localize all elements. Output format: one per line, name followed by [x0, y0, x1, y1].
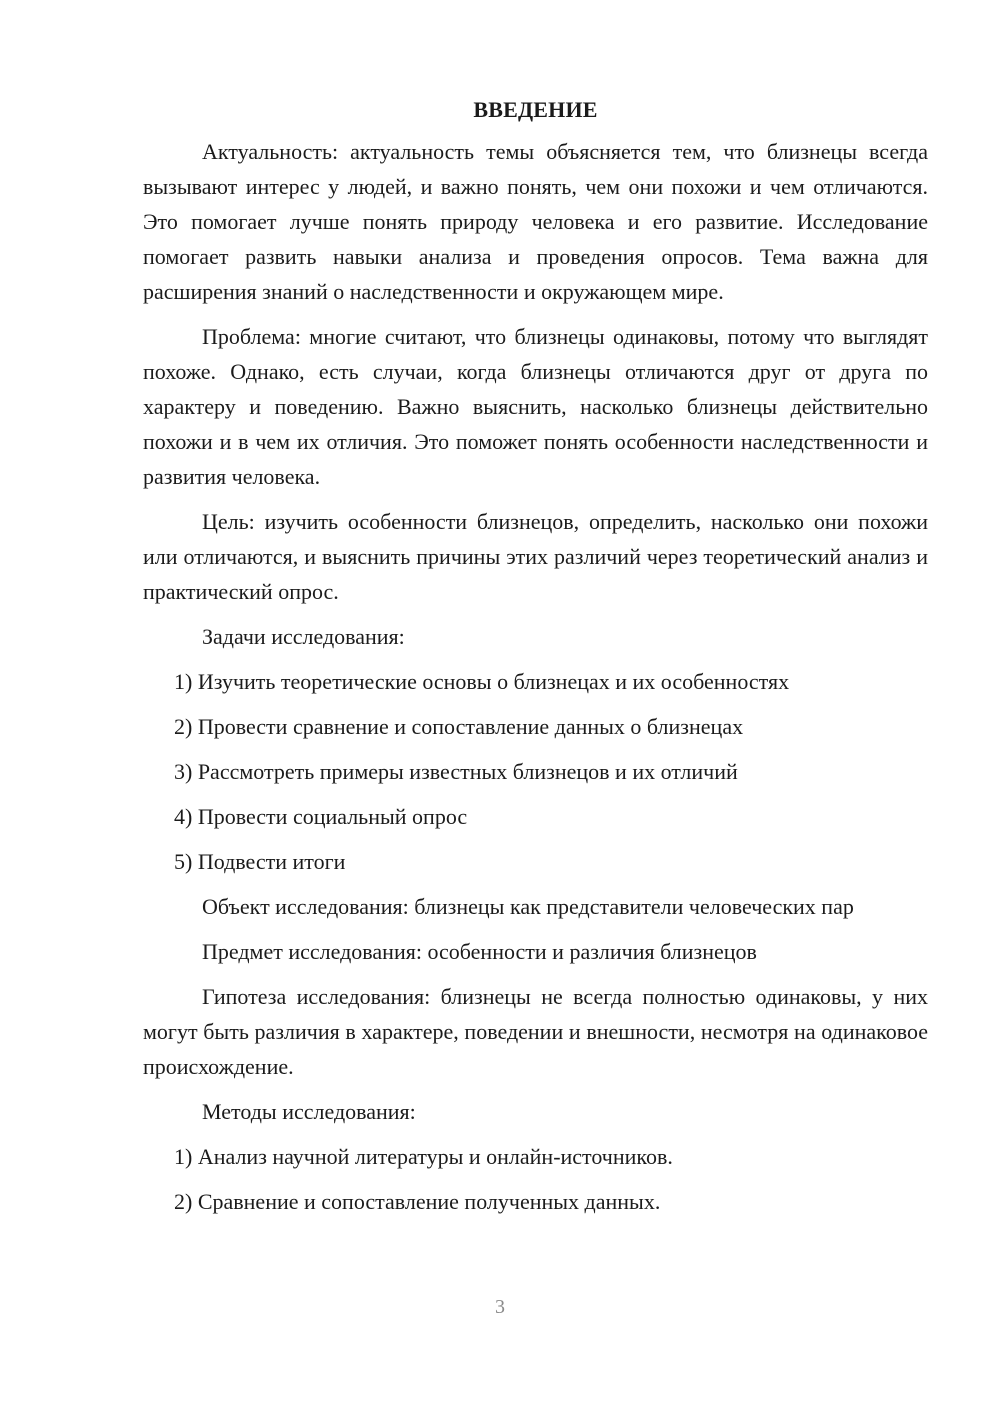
method-item: 2) Сравнение и сопоставление полученных данных. — [174, 1189, 661, 1214]
task-item: 3) Рассмотреть примеры известных близнецов и их отличий — [174, 759, 738, 784]
relevance-paragraph: Актуальность: актуальность темы объясняется тем, что близнецы всегда вызывают интерес у людей, и важно понять, чем они похожи и чем отличаются. Это помогает лучше понять природу человека и его развитие. Исследование помогает развить навыки анализа и проведения опросов. Тема важна для расширения знаний о наследственности и окружающем мире. — [143, 139, 928, 304]
task-item: 2) Провести сравнение и сопоставление данных о близнецах — [174, 714, 744, 739]
method-item: 1) Анализ научной литературы и онлайн-источников. — [174, 1144, 673, 1169]
document-page — [143, 92, 928, 1229]
tasks-label: Задачи исследования: — [202, 624, 405, 649]
object-paragraph: Объект исследования: близнецы как представители человеческих пар — [202, 894, 854, 919]
hypothesis-paragraph: Гипотеза исследования: близнецы не всегда полностью одинаковы, у них могут быть различия в характере, поведении и внешности, несмотря на одинаковое происхождение. — [143, 984, 928, 1079]
task-item: 5) Подвести итоги — [174, 849, 346, 874]
tasks-list — [143, 664, 928, 879]
methods-list — [143, 1139, 928, 1219]
page-number: 3 — [495, 1296, 505, 1318]
task-item: 4) Провести социальный опрос — [174, 804, 468, 829]
goal-paragraph: Цель: изучить особенности близнецов, определить, насколько они похожи или отличаются, и выяснить причины этих различий через теоретический анализ и практический опрос. — [143, 509, 928, 604]
task-item: 1) Изучить теоретические основы о близнецах и их особенностях — [174, 669, 790, 694]
problem-paragraph: Проблема: многие считают, что близнецы одинаковы, потому что выглядят похоже. Однако, есть случаи, когда близнецы отличаются друг от друга по характеру и поведению. Важно выяснить, насколько близнецы действительно похожи и в чем их отличия. Это поможет понять особенности наследственности и развития человека. — [143, 324, 928, 489]
page-title: ВВЕДЕНИЕ — [473, 97, 598, 122]
methods-label: Методы исследования: — [202, 1099, 416, 1124]
subject-paragraph: Предмет исследования: особенности и различия близнецов — [202, 939, 757, 964]
